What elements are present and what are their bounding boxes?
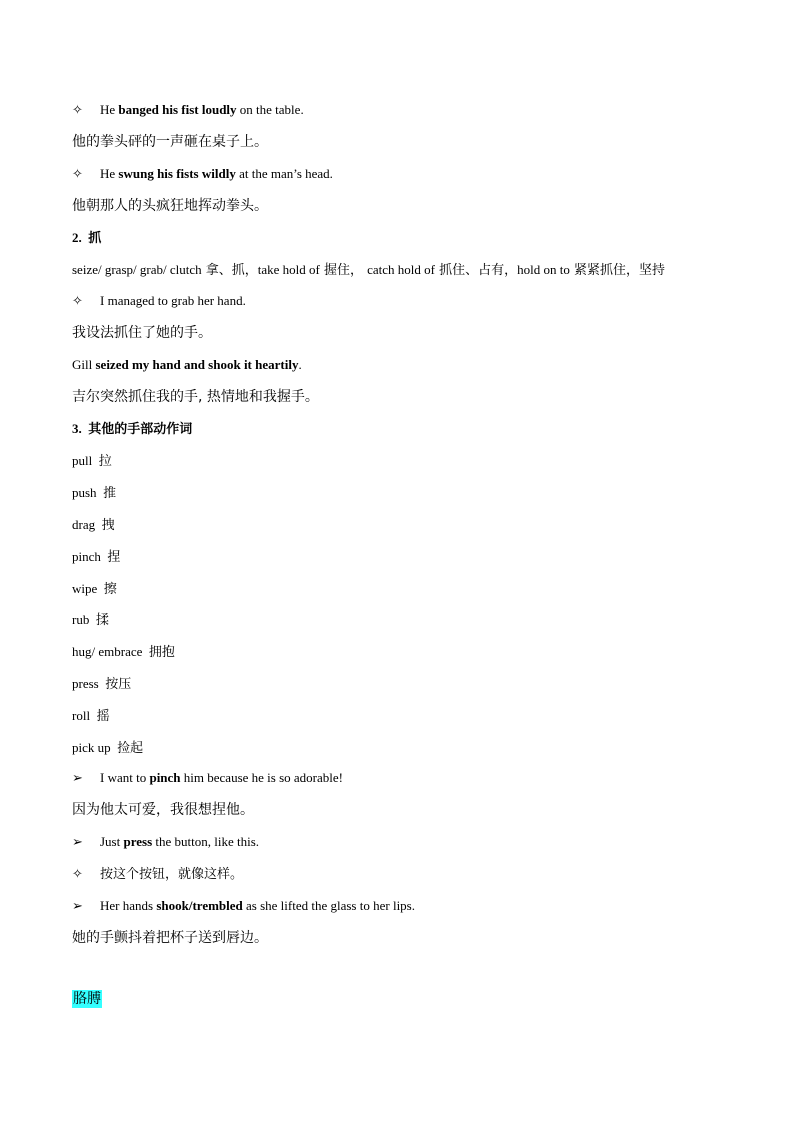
arrow-bullet-icon: ➢ [72,771,83,786]
bold-phrase: seized my hand and shook it heartily [95,357,299,372]
bold-phrase: press [123,834,153,849]
translation: 因为他太可爱，我很想捏他。 [72,802,254,818]
word-item [72,611,109,630]
diamond-bullet-icon: ✧ [72,867,83,882]
highlighted-label: 胳膊 [73,991,101,1007]
example-sentence [72,101,304,120]
text: . [298,357,302,372]
word-en: pull [72,453,93,468]
heading-title: 抓 [88,231,102,246]
text: I managed to grab her hand. [100,293,246,308]
word-en: push [72,485,97,500]
diamond-bullet-icon: ✧ [72,103,83,118]
bold-phrase: banged his fist loudly [118,102,237,117]
word-zh: 拽 [101,518,115,533]
word-zh: 擦 [103,582,117,597]
example-sentence [72,769,343,788]
text: He [100,102,119,117]
word-en: hug/ embrace [72,644,143,659]
word-zh: 捡起 [117,741,144,756]
text: 按这个按钮，就像这样。 [100,867,244,882]
text: Gill [72,357,96,372]
text: catch hold of [367,262,435,277]
word-en: pinch [72,549,101,564]
word-item [72,548,120,567]
text: 抓住、占有， [434,263,518,278]
translation: 吉尔突然抓住我的手, 热情地和我握手。 [72,389,319,405]
text: 握住， [319,263,368,278]
word-item [72,484,116,503]
text: Her hands [100,898,157,913]
example-sentence [72,292,246,311]
diamond-bullet-icon: ✧ [72,167,83,182]
word-item [72,516,115,535]
text: I want to [100,770,150,785]
arrow-bullet-icon: ➢ [72,899,83,914]
word-en: rub [72,612,90,627]
word-zh: 摇 [96,709,110,724]
translation: 她的手颤抖着把杯子送到唇边。 [72,930,268,946]
word-item [72,675,131,694]
text: Just [100,834,124,849]
example-sentence [72,165,333,184]
bold-phrase: pinch [149,770,181,785]
text: He [100,166,119,181]
text: take hold of [257,262,320,277]
bold-phrase: shook/trembled [156,898,243,913]
word-item [72,707,110,726]
word-zh: 按压 [105,677,132,692]
text: on the table. [236,102,304,117]
bold-phrase: swung his fists wildly [118,166,236,181]
word-en: drag [72,517,96,532]
text: seize/ grasp/ grab/ clutch [72,262,202,277]
text: the button, like this. [152,834,260,849]
word-item [72,580,117,599]
word-item [72,452,112,471]
translation: 我设法抓住了她的手。 [72,325,212,341]
text: as she lifted the glass to her lips. [242,898,415,913]
example-sentence [72,833,259,852]
section-label [72,990,102,1008]
translation: 他朝那人的头疯狂地挥动拳头。 [72,198,268,214]
diamond-bullet-icon: ✧ [72,294,83,309]
word-en: roll [72,708,91,723]
text: 紧紧抓住，坚持 [569,263,665,278]
word-zh: 拉 [98,454,112,469]
vocabulary-line [72,261,665,280]
heading-number: 3. [72,421,82,436]
example-sentence [72,897,415,916]
example-sentence [72,356,302,374]
word-zh: 推 [103,486,117,501]
example-sentence [72,865,243,884]
word-en: wipe [72,581,98,596]
text: 拿、抓， [201,263,258,278]
word-zh: 揉 [95,613,109,628]
heading-title: 其他的手部动作词 [88,422,193,437]
translation: 他的拳头砰的一声砸在桌子上。 [72,134,268,150]
word-en: press [72,676,99,691]
word-item [72,739,143,758]
section-heading [72,420,192,439]
word-item [72,643,175,662]
text: him because he is so adorable! [180,770,343,785]
arrow-bullet-icon: ➢ [72,835,83,850]
text: hold on to [517,262,570,277]
word-en: pick up [72,740,111,755]
text: at the man’s head. [235,166,333,181]
word-zh: 拥抱 [148,645,175,660]
word-zh: 捏 [107,550,121,565]
section-heading [72,229,101,248]
heading-number: 2. [72,230,82,245]
